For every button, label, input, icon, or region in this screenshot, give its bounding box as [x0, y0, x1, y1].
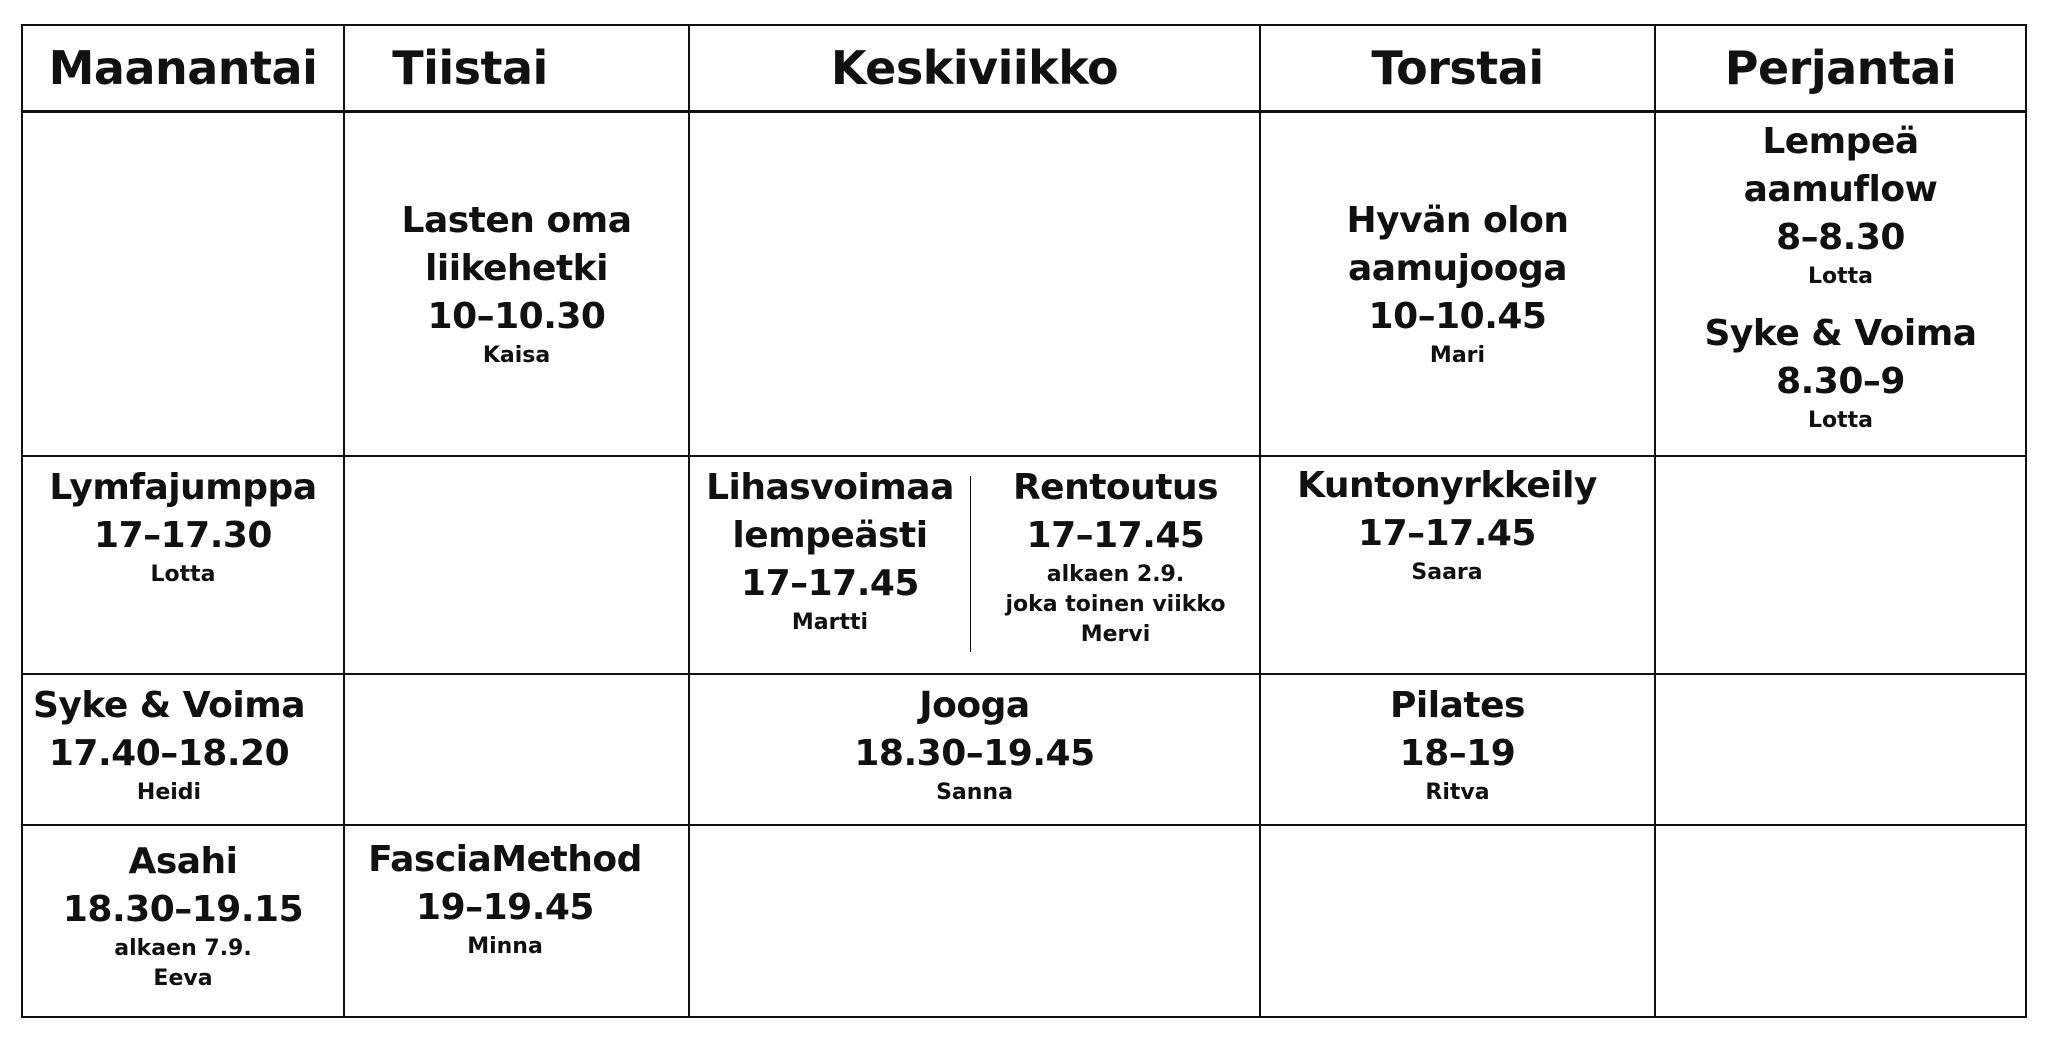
class-time: 18–19: [1399, 733, 1516, 774]
class-time: 18.30–19.15: [62, 889, 304, 930]
class-slot: [345, 113, 688, 455]
class-instructor: Saara: [1411, 560, 1483, 585]
grid-line: [21, 455, 2027, 457]
class-title: Syke & Voima: [1704, 313, 1977, 354]
class-time: 17.40–18.20: [48, 733, 290, 774]
day-header-friday: Perjantai: [1724, 41, 1957, 95]
class-title: lempeästi: [732, 515, 928, 556]
class-note: joka toinen viikko: [1005, 592, 1226, 617]
class-title: Jooga: [919, 685, 1030, 726]
class-title: Lymfajumppa: [49, 467, 317, 508]
grid-line: [21, 673, 2027, 675]
class-title: liikehetki: [425, 248, 608, 289]
class-instructor: Sanna: [936, 780, 1013, 805]
class-title: FasciaMethod: [368, 839, 642, 880]
day-header-wednesday: Keskiviikko: [830, 41, 1119, 95]
class-time: 19–19.45: [416, 887, 594, 928]
class-note: alkaen 7.9.: [114, 936, 252, 961]
class-slot: [23, 838, 343, 1016]
class-note: alkaen 2.9.: [1046, 562, 1185, 587]
class-time: 17–17.45: [1358, 513, 1536, 554]
class-title: Hyvän olon: [1346, 200, 1569, 241]
class-time: 17–17.45: [1026, 515, 1205, 556]
header-rule: [21, 110, 2027, 113]
day-header-thursday: Torstai: [1371, 41, 1544, 95]
class-instructor: Ritva: [1425, 780, 1490, 805]
class-time: 17–17.45: [741, 563, 919, 604]
class-slot: [1261, 462, 1633, 602]
class-title: Syke & Voima: [32, 685, 305, 726]
class-slot: [23, 464, 343, 604]
class-time: 10–10.30: [427, 296, 606, 337]
class-instructor: Martti: [791, 610, 869, 635]
class-title: Lempeä: [1762, 121, 1919, 162]
class-instructor: Minna: [467, 934, 543, 959]
class-title: Lihasvoimaa: [706, 467, 954, 508]
class-title: Lasten oma: [401, 200, 632, 241]
class-title: aamuflow: [1743, 169, 1938, 210]
class-slot: [1656, 118, 2025, 455]
class-slot: [690, 464, 970, 644]
class-time: 18.30–19.45: [854, 733, 1095, 774]
day-header-tuesday: Tiistai: [392, 41, 548, 95]
class-time: 10–10.45: [1368, 296, 1547, 337]
class-title: aamujooga: [1347, 248, 1568, 289]
class-instructor: Heidi: [136, 780, 202, 805]
class-slot: [345, 836, 665, 976]
class-title: Pilates: [1390, 685, 1525, 726]
class-title: Rentoutus: [1012, 467, 1219, 508]
class-instructor: Mari: [1429, 343, 1486, 368]
class-slot: [1261, 113, 1654, 455]
class-slot: [23, 682, 315, 822]
class-slot: [1261, 682, 1654, 822]
class-instructor: Eeva: [153, 966, 213, 991]
class-instructor: Mervi: [1080, 622, 1151, 647]
grid-line: [21, 824, 2027, 826]
class-title: Kuntonyrkkeily: [1297, 465, 1597, 506]
class-slot: [972, 464, 1259, 664]
class-time: 17–17.30: [94, 515, 272, 556]
class-slot: [690, 682, 1259, 822]
class-time: 8.30–9: [1776, 361, 1905, 402]
class-instructor: Kaisa: [482, 343, 551, 368]
grid-line: [2025, 24, 2027, 1018]
day-header-monday: Maanantai: [48, 41, 318, 95]
class-instructor: Lotta: [1807, 264, 1873, 289]
class-instructor: Lotta: [1807, 408, 1873, 433]
class-title: Asahi: [128, 841, 238, 882]
class-instructor: Lotta: [150, 562, 216, 587]
class-time: 8–8.30: [1776, 217, 1905, 258]
grid-line: [21, 1016, 2027, 1018]
cell-divider: [970, 476, 971, 652]
